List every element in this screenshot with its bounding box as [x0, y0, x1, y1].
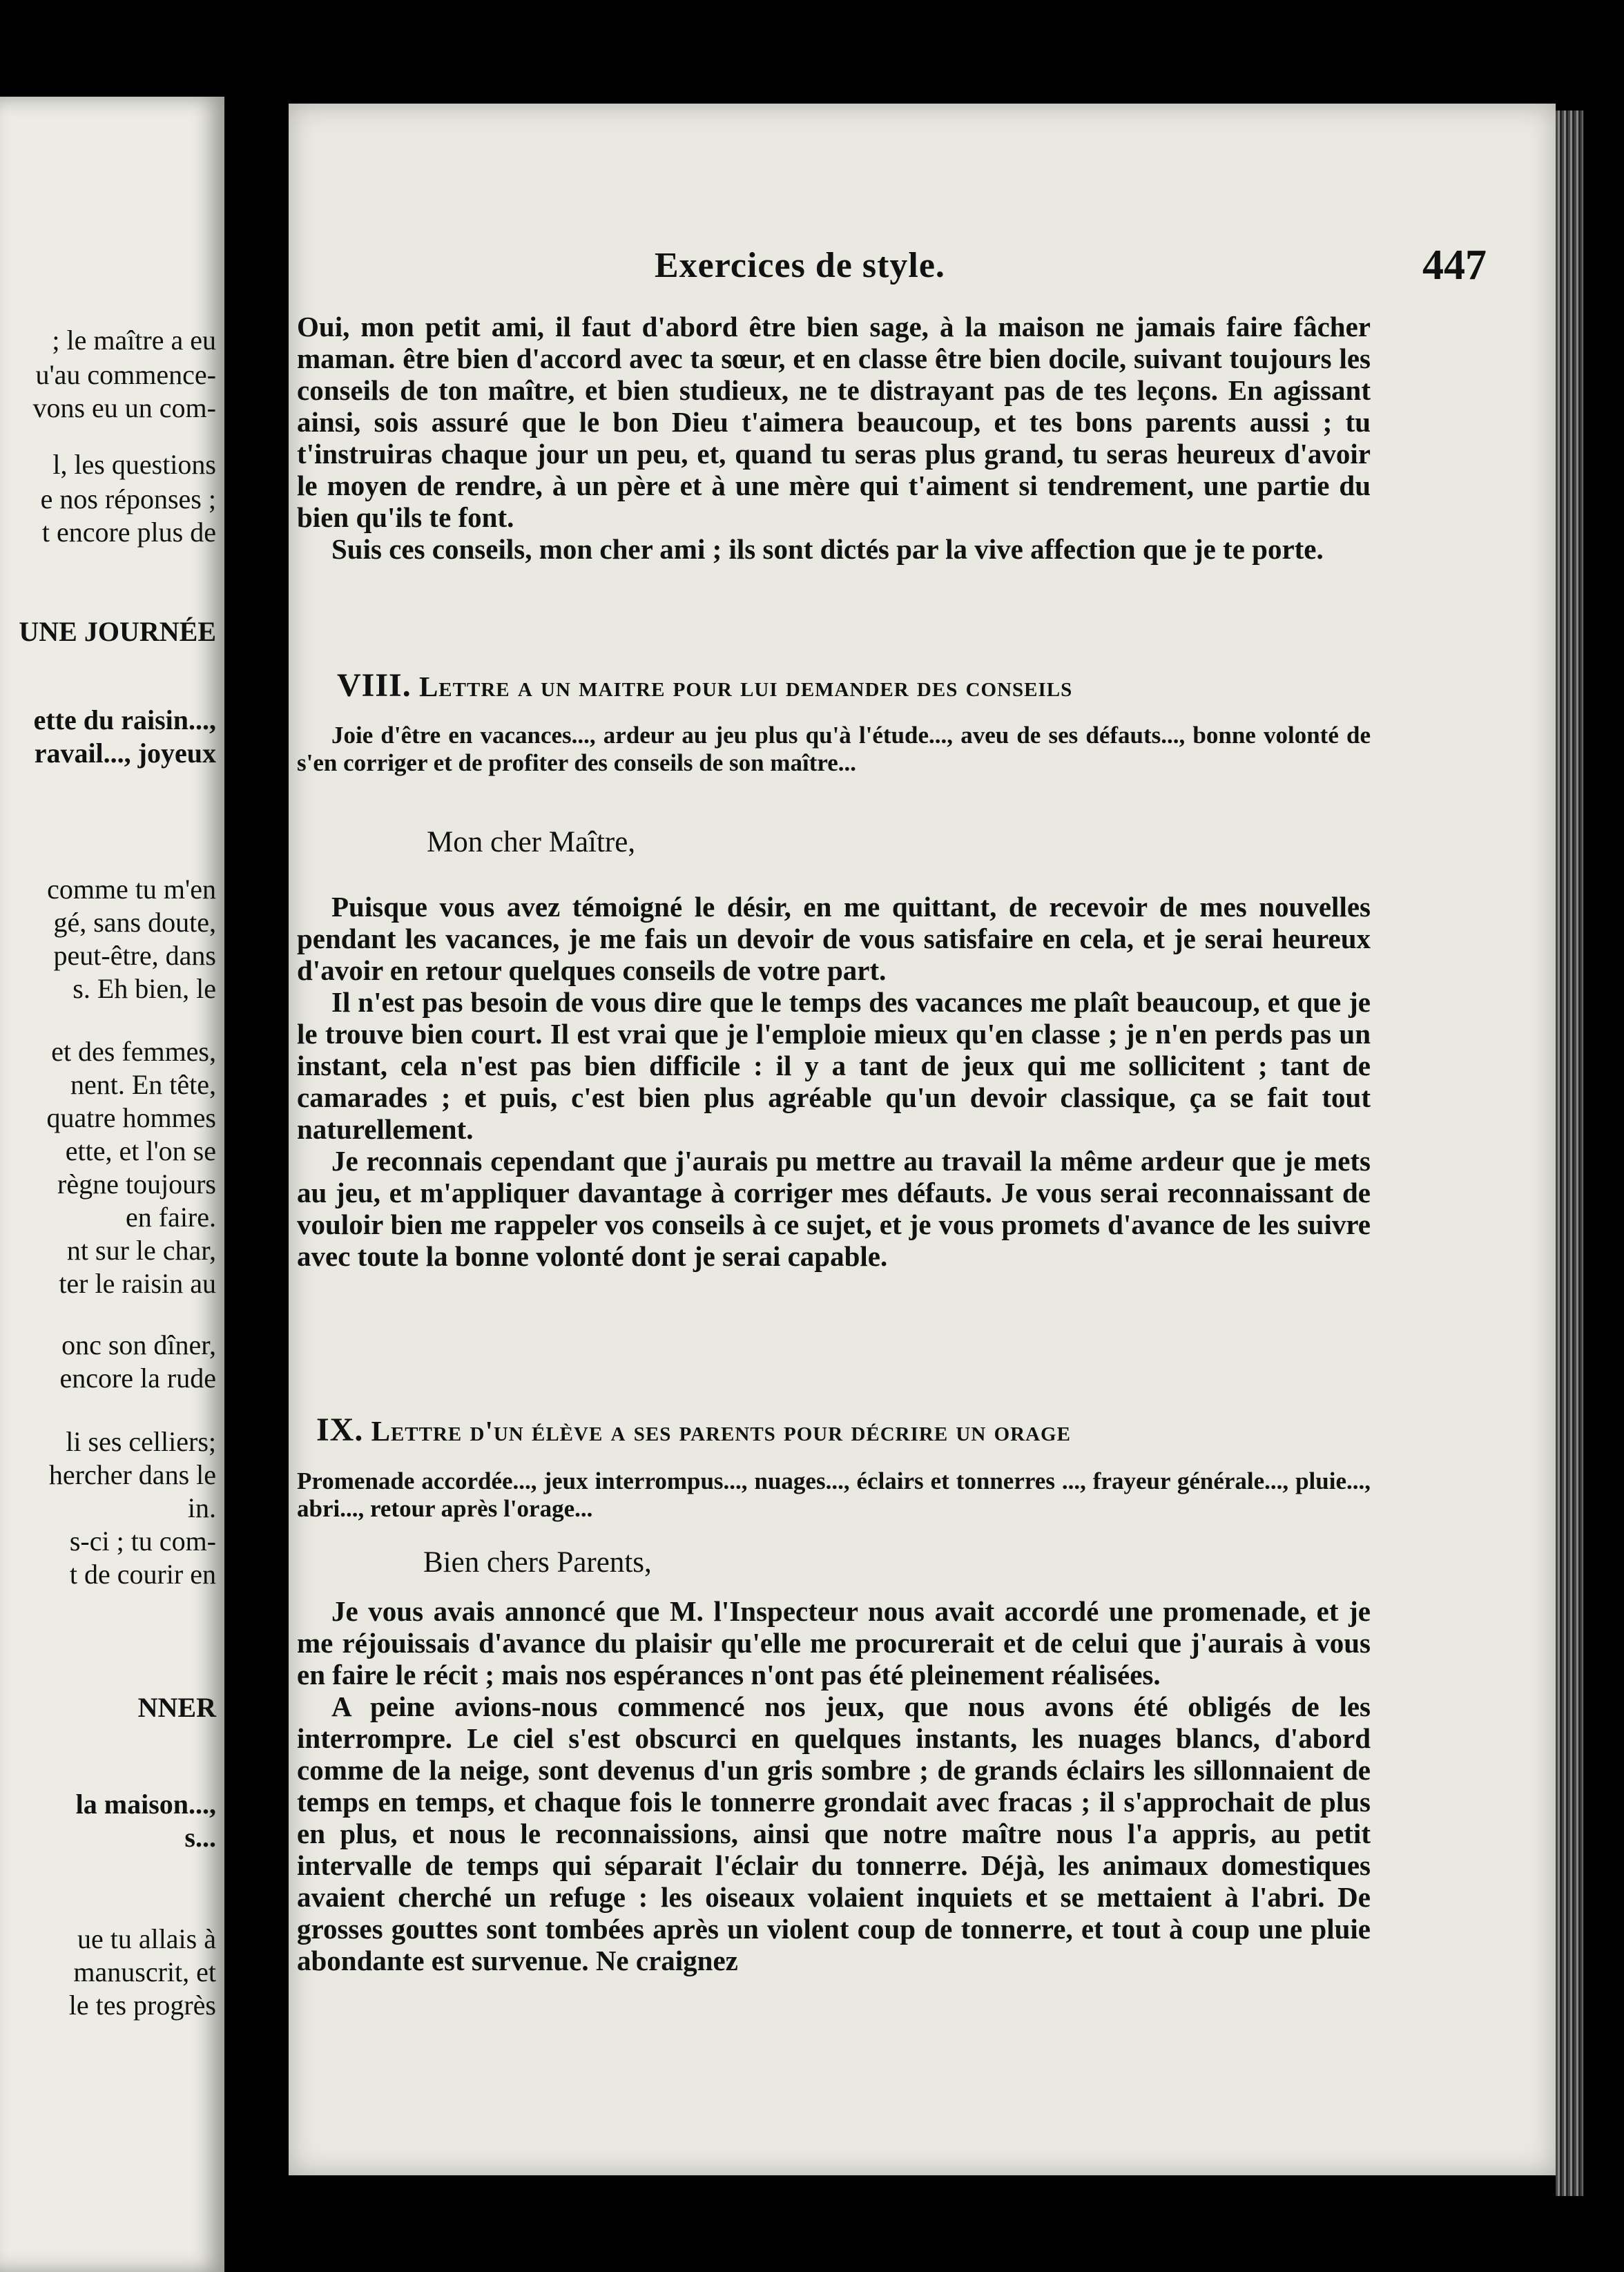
left-page-line: comme tu m'en: [47, 874, 216, 905]
left-page-line: et des femmes,: [51, 1036, 216, 1067]
running-head: [289, 242, 1556, 293]
left-page-line: règne toujours: [57, 1168, 216, 1200]
left-page-line: quatre hommes: [46, 1102, 216, 1133]
left-page-line: nt sur le char,: [66, 1235, 216, 1266]
letter-body-viii: [297, 891, 1371, 1272]
left-page-line: UNE JOURNÉE: [19, 616, 216, 647]
left-page-line: s...: [184, 1822, 216, 1853]
left-page-line: manuscrit, et: [73, 1956, 216, 1987]
left-page-line: nent. En tête,: [70, 1069, 216, 1100]
left-page-fragment: [0, 97, 224, 2272]
letter-closing-block: [297, 311, 1371, 565]
page-number: 447: [1422, 242, 1487, 289]
section-title: Lettre d'un élève a ses parents pour décrire un orage: [371, 1415, 1071, 1447]
left-page-line: gé, sans doute,: [53, 907, 216, 938]
running-title: Exercices de style.: [655, 246, 945, 285]
section-summary: Promenade accordée..., jeux interrompus..., nuages..., éclairs et tonnerres ..., frayeur générale..., pluie..., abri..., retour après l'orage...: [297, 1467, 1371, 1522]
left-page-line: vons eu un com-: [32, 392, 216, 423]
left-page-line: li ses celliers;: [66, 1426, 216, 1457]
section-number: VIII.: [337, 667, 412, 704]
left-page-line: in.: [187, 1492, 216, 1523]
paragraph: Je reconnais cependant que j'aurais pu mettre au travail la même ardeur que je mets au jeu, et m'appliquer davantage à corriger mes défauts. Je vous serai reconnaissant de vouloir bien me rappeler vos conseils à ce sujet, et je vous promets d'avance de les suivre avec toute la bonne volonté dont je serai capable.: [297, 1145, 1371, 1272]
left-page-line: ravail..., joyeux: [34, 738, 216, 769]
left-page-line: e nos réponses ;: [40, 483, 216, 514]
section-heading-ix: [289, 1411, 1556, 1449]
paragraph: Je vous avais annoncé que M. l'Inspecteur nous avait accordé une promenade, et je me réjouissais d'avance du plaisir qu'elle me procurerait et de celui que j'aurais à vous en faire le récit ; mais nos espérances n'ont pas été pleinement réalisées.: [297, 1595, 1371, 1691]
salutation: Mon cher Maître,: [427, 826, 636, 858]
left-page-line: encore la rude: [59, 1363, 216, 1394]
left-page-line: ette, et l'on se: [65, 1135, 216, 1166]
left-page-line: u'au commence-: [35, 359, 216, 390]
left-page-line: l, les questions: [52, 449, 216, 480]
left-page-line: ; le maître a eu: [52, 325, 216, 356]
main-page: [289, 104, 1556, 2175]
left-page-line: NNER: [137, 1692, 216, 1723]
letter-body-ix: [297, 1595, 1371, 1976]
left-page-line: t de courir en: [69, 1559, 216, 1590]
paragraph: Puisque vous avez témoigné le désir, en me quittant, de recevoir de mes nouvelles pendant les vacances, je me fais un devoir de vous satisfaire en cela, et je serai heureux d'avoir en retour quelques conseils de votre part.: [297, 891, 1371, 986]
left-page-line: le tes progrès: [68, 1990, 216, 2021]
section-heading-viii: [289, 666, 1556, 704]
paragraph: Oui, mon petit ami, il faut d'abord être bien sage, à la maison ne jamais faire fâcher maman. être bien d'accord avec ta sœur, et en classe être bien docile, suivant toujours les conseils de ton maître, et bien studieux, ne te distrayant pas de tes leçons. En agissant ainsi, sois assuré que le bon Dieu t'aimera beaucoup, et tes bons parents aussi ; tu t'instruiras chaque jour un peu, et, quand tu seras plus grand, tu seras heureux d'avoir le moyen de rendre, à un père et à une mère qui t'aiment si tendrement, une partie du bien qu'ils te font.: [297, 311, 1371, 533]
paragraph: A peine avions-nous commencé nos jeux, que nous avons été obligés de les interrompre. Le ciel s'est obscurci en quelques instants, les nuages blancs, d'abord comme de la neige, sont devenus d'un gris sombre ; de grands éclairs les sillonnaient de temps en temps, et chaque fois le tonnerre grondait avec fracas ; il s'approchait de plus en plus, et nous le reconnaissions, ainsi que notre maître nous l'a appris, au petit intervalle de temps qui séparait l'éclair du tonnerre. Déjà, les animaux domestiques avaient cherché un refuge : les oiseaux volaient inquiets et se mettaient à l'abri. De grosses gouttes sont tombées après un violent coup de tonnerre, et tout à coup une pluie abondante est survenue. Ne craignez: [297, 1691, 1371, 1976]
left-page-line: en faire.: [125, 1202, 216, 1233]
left-page-line: peut-être, dans: [53, 940, 216, 971]
section-title: Lettre a un maitre pour lui demander des conseils: [418, 671, 1073, 702]
left-page-line: la maison...,: [75, 1789, 216, 1820]
left-page-line: ter le raisin au: [59, 1268, 216, 1299]
left-page-line: hercher dans le: [48, 1459, 216, 1490]
left-page-line: s-ci ; tu com-: [69, 1525, 216, 1557]
section-summary: Joie d'être en vacances..., ardeur au jeu plus qu'à l'étude..., aveu de ses défauts..., bonne volonté de s'en corriger et de profiter des conseils de son maître...: [297, 722, 1371, 776]
section-number: IX.: [316, 1412, 364, 1448]
salutation: Bien chers Parents,: [423, 1546, 652, 1579]
left-page-line: ue tu allais à: [77, 1923, 216, 1954]
left-page-line: ette du raisin...,: [33, 704, 216, 735]
left-page-line: t encore plus de: [41, 517, 216, 548]
left-page-line: s. Eh bien, le: [72, 973, 216, 1004]
left-page-line: onc son dîner,: [61, 1329, 216, 1360]
paragraph: Il n'est pas besoin de vous dire que le temps des vacances me plaît beaucoup, et que je le trouve bien court. Il est vrai que je l'emploie mieux qu'en classe ; je n'en perds pas un instant, cela n'est pas bien difficile : il y a tant de jeux qui me sollicitent ; tant de camarades ; et puis, c'est bien plus agréable qu'un devoir classique, ça se fait tout naturellement.: [297, 986, 1371, 1145]
page-edge: [1556, 110, 1583, 2196]
paragraph: Suis ces conseils, mon cher ami ; ils sont dictés par la vive affection que je te porte.: [331, 533, 1324, 565]
